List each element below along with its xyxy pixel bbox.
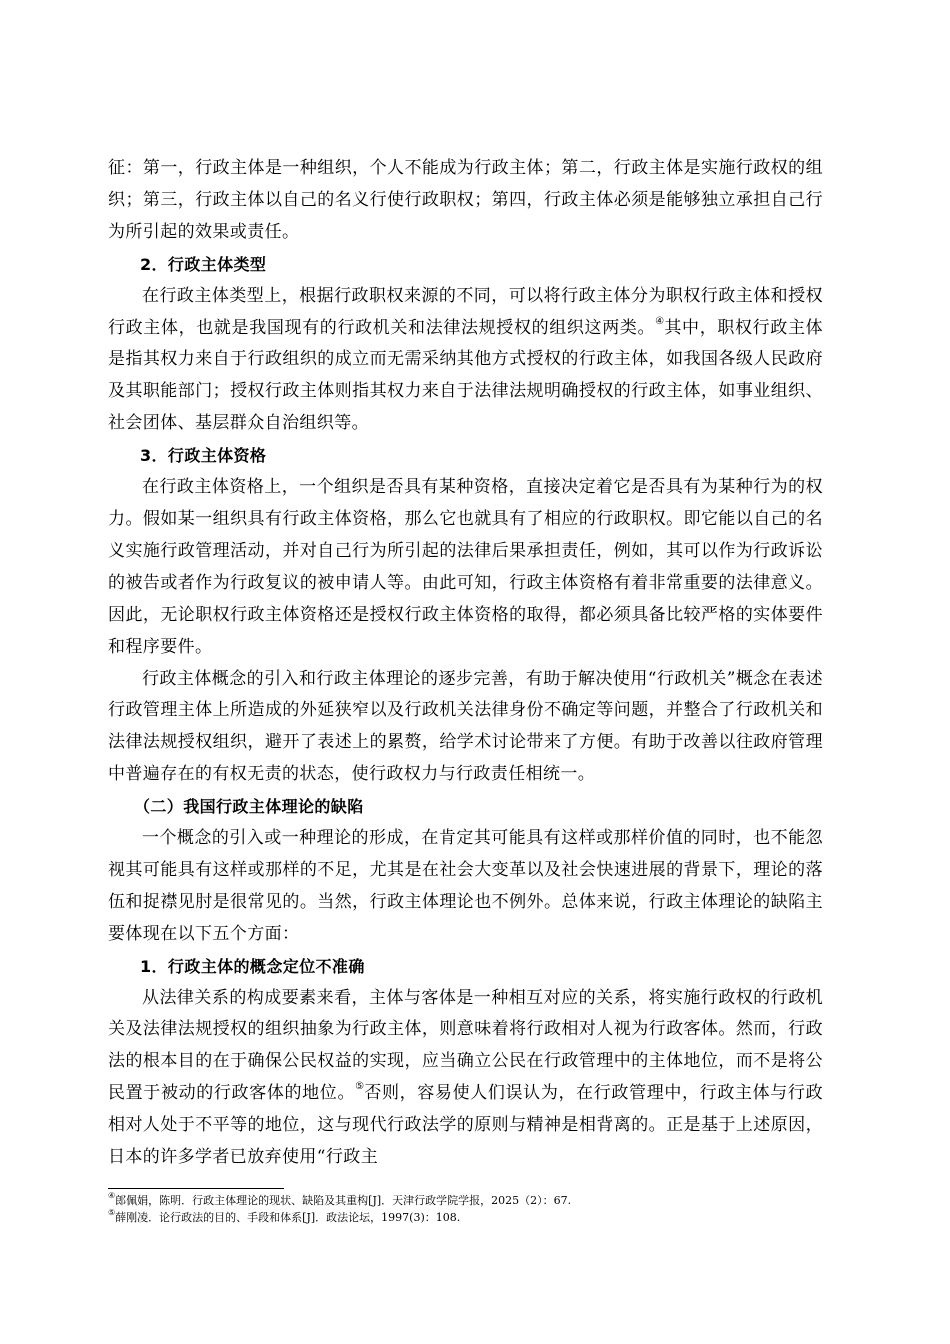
paragraph-theory-benefits: 行政主体概念的引入和行政主体理论的逐步完善，有助于解决使用“行政机关”概念在表述行政管理主体上所造成的外延狭窄以及行政机关法律身份不确定等问题，并整合了行政机关和法律法规授权组织，避开了表述上的累赘，给学术讨论带来了方便。有助于改善以往政府管理中普遍存在的有权无责的状态，使行政权力与行政责任相统一。 bbox=[108, 668, 823, 785]
body-text bbox=[108, 153, 823, 1174]
paragraph-subject-types-part1: 在行政主体类型上，根据行政职权来源的不同，可以将行政主体分为职权行政主体和授权行政主体，也就是我国现有的行政机关和法律法规授权的组织这两类。 bbox=[108, 285, 823, 338]
paragraph-concept-positioning-part1: 从法律关系的构成要素来看，主体与客体是一种相互对应的关系，将实施行政权的行政机关及法律法规授权的组织抽象为行政主体，则意味着将行政相对人视为行政客体。然而，行政法的根本目的在于确保公民权益的实现，应当确立公民在行政管理中的主体地位，而不是将公民置于被动的行政客体的地位。 bbox=[108, 987, 823, 1104]
footnote-5 bbox=[108, 1209, 823, 1226]
footnote-separator bbox=[108, 1188, 284, 1189]
footnote-4 bbox=[108, 1192, 823, 1209]
paragraph-subject-types-part2: 其中，职权行政主体是指其权力来自于行政组织的成立而无需采纳其他方式授权的行政主体，如我国各级人民政府及其职能部门；授权行政主体则指其权力来自于法律法规明确授权的行政主体，如事业组织、社会团体、基层群众自治组织等。 bbox=[108, 317, 823, 434]
heading-concept-positioning: 1．行政主体的概念定位不准确 bbox=[140, 956, 365, 976]
paragraph-subject-types bbox=[108, 281, 823, 441]
heading-subject-types: 2．行政主体类型 bbox=[140, 254, 267, 274]
footnote-5-mark: ⑤ bbox=[108, 1208, 116, 1217]
paragraph-features: 征：第一，行政主体是一种组织，个人不能成为行政主体；第二，行政主体是实施行政权的组织；第三，行政主体以自己的名义行使行政职权；第四，行政主体必须是能够独立承担自己行为所引起的效果或责任。 bbox=[108, 158, 823, 242]
footnotes bbox=[108, 1192, 823, 1226]
footnote-4-text: 郎佩娟，陈明．行政主体理论的现状、缺陷及其重构[J]．天津行政学院学报，2025（2）：67. bbox=[115, 1194, 572, 1207]
paragraph-concept-positioning-part2: 否则，容易使人们误认为，在行政管理中，行政主体与行政相对人处于不平等的地位，这与现代行政法学的原则与精神是相背离的。正是基于上述原因，日本的许多学者已放弃使用“行政主 bbox=[108, 1083, 823, 1168]
heading-subject-qualification: 3．行政主体资格 bbox=[140, 446, 267, 466]
paragraph-concept-positioning bbox=[108, 983, 823, 1174]
paragraph-theory-defects: 一个概念的引入或一种理论的形成，在肯定其可能具有这样或那样价值的同时，也不能忽视其可能具有这样或那样的不足，尤其是在社会大变革以及社会快速进展的背景下，理论的落伍和捉襟见肘是很常见的。当然，行政主体理论也不例外。总体来说，行政主体理论的缺陷主要体现在以下五个方面： bbox=[108, 828, 823, 944]
footnote-5-text: 薛刚凌．论行政法的目的、手段和体系[J]．政法论坛，1997(3)：108. bbox=[115, 1211, 461, 1224]
paragraph-subject-qualification: 在行政主体资格上，一个组织是否具有某种资格，直接决定着它是否具有为某种行为的权力。假如某一组织具有行政主体资格，那么它也就具有了相应的行政职权。即它能以自己的名义实施行政管理活动，并对自己行为所引起的法律后果承担责任，例如，其可以作为行政诉讼的被告或者作为行政复议的被申请人等。由此可知，行政主体资格有着非常重要的法律意义。因此，无论职权行政主体资格还是授权行政主体资格的取得，都必须具备比较严格的实体要件和程序要件。 bbox=[108, 477, 823, 657]
heading-theory-defects: （二）我国行政主体理论的缺陷 bbox=[134, 797, 364, 817]
footnote-ref-4[interactable]: ④ bbox=[655, 315, 665, 327]
footnote-4-mark: ④ bbox=[108, 1191, 116, 1200]
footnote-ref-5[interactable]: ⑤ bbox=[355, 1081, 365, 1093]
